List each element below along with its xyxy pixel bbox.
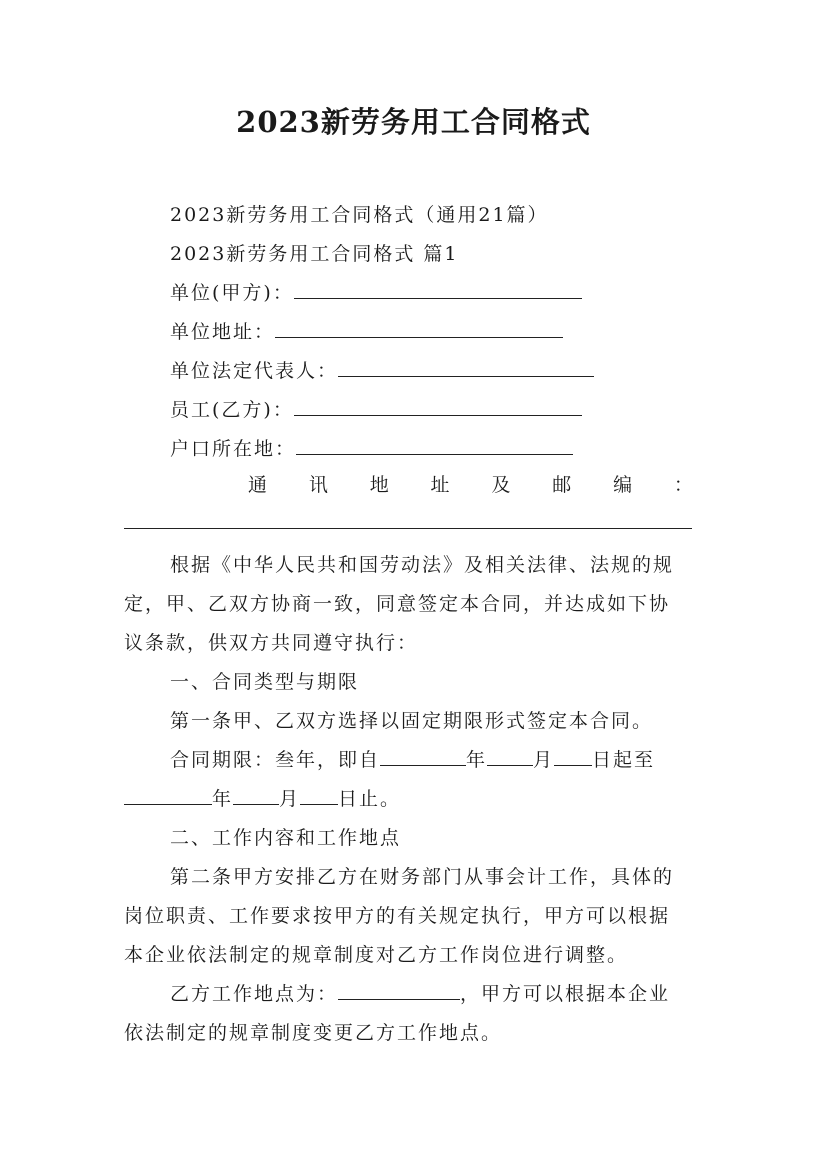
- intro-line-3: 议条款，供双方共同遵守执行：: [124, 632, 419, 654]
- fill-blank: [294, 397, 582, 416]
- contact-blank: [124, 528, 692, 529]
- intro-line-1: 根据《中华人民共和国劳动法》及相关法律、法规的规: [170, 554, 675, 576]
- fill-blank: [554, 747, 592, 766]
- fill-blank: [380, 747, 466, 766]
- fill-blank: [294, 280, 582, 299]
- work-place-line-1: 乙方工作地点为： ，甲方可以根据本企业: [170, 983, 671, 1005]
- fill-blank: [300, 786, 338, 805]
- field-label: 户口所在地：: [170, 438, 297, 460]
- section-1-heading: 一、合同类型与期限: [170, 671, 360, 693]
- field-label: 单位地址：: [170, 321, 276, 343]
- section-heading: 2023新劳务用工合同格式 篇1: [170, 243, 459, 265]
- field-legal-rep: [170, 356, 594, 383]
- section-2-heading: 二、工作内容和工作地点: [170, 827, 402, 849]
- fill-blank: [487, 747, 533, 766]
- fill-blank: [338, 358, 594, 377]
- field-label: 单位(甲方)：: [170, 282, 294, 304]
- document-subtitle: 2023新劳务用工合同格式（通用21篇）: [170, 204, 549, 226]
- work-place-line-2: 依法制定的规章制度变更乙方工作地点。: [124, 1022, 503, 1044]
- document-title: 2023新劳务用工合同格式: [236, 105, 591, 139]
- fill-blank: [233, 786, 279, 805]
- contact-label: 通 讯 地 址 及 邮 编 ：: [248, 474, 693, 496]
- term-line-2: 年 月 日止。: [124, 784, 401, 811]
- field-household: [170, 434, 573, 461]
- article-1: 第一条甲、乙双方选择以固定期限形式签定本合同。: [170, 710, 654, 732]
- field-party-a: [170, 278, 582, 305]
- article-2-line-3: 本企业依法制定的规章制度对乙方工作岗位进行调整。: [124, 944, 629, 966]
- field-party-b: [170, 395, 582, 422]
- term-line-1: 合同期限：叁年，即自 年 月 日起至: [170, 749, 656, 771]
- fill-blank: [124, 786, 212, 805]
- article-2-line-2: 岗位职责、工作要求按甲方的有关规定执行，甲方可以根据: [124, 905, 671, 927]
- fill-blank: [275, 319, 563, 338]
- article-2-line-1: 第二条甲方安排乙方在财务部门从事会计工作，具体的: [170, 866, 675, 888]
- intro-line-2: 定，甲、乙双方协商一致，同意签定本合同，并达成如下协: [124, 593, 671, 615]
- field-address: [170, 317, 563, 344]
- fill-blank: [296, 436, 573, 455]
- field-label: 员工(乙方)：: [170, 399, 294, 421]
- fill-blank: [338, 981, 460, 1000]
- field-label: 单位法定代表人：: [170, 360, 339, 382]
